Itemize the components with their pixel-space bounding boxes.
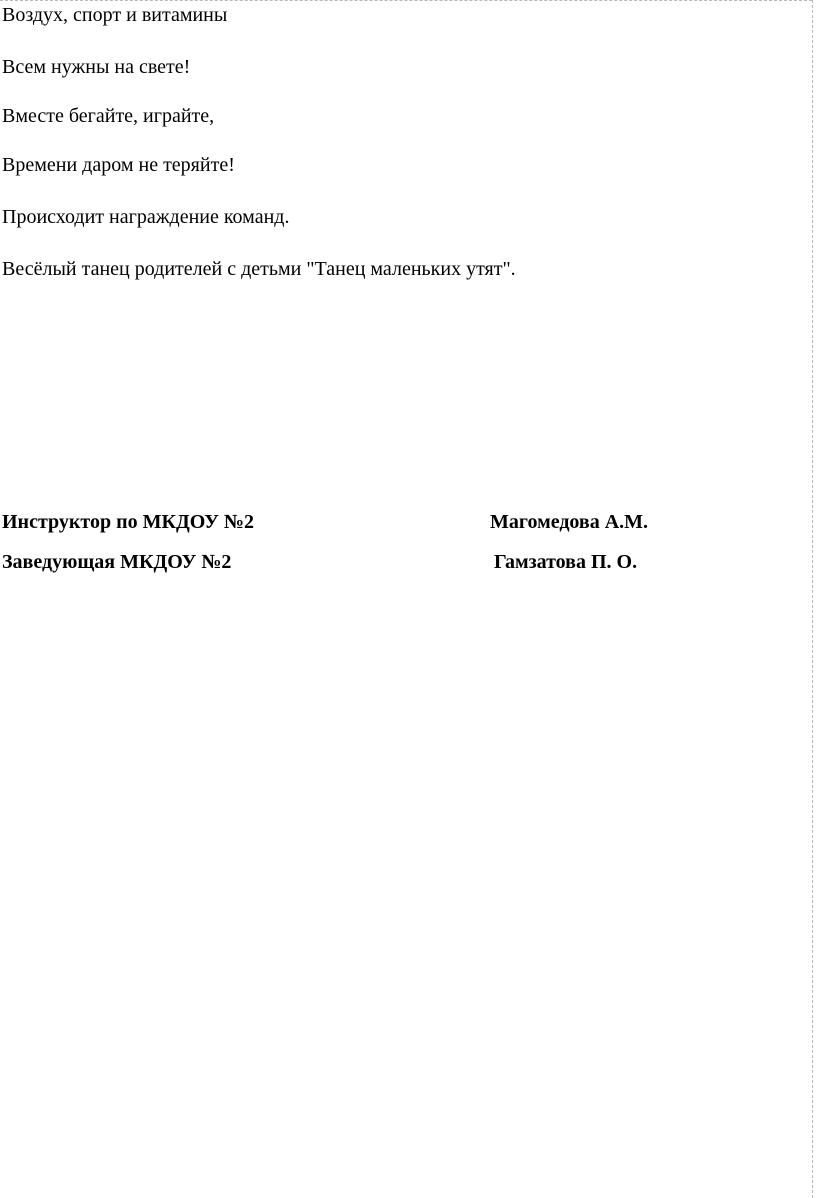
page-border-top <box>0 0 812 1</box>
signature-name: Магомедова А.М. <box>490 511 649 533</box>
signature-role: Заведующая МКДОУ №2 <box>2 551 232 573</box>
text-line-3: Вместе бегайте, играйте, <box>2 105 215 127</box>
signature-role: Инструктор по МКДОУ №2 <box>2 511 254 533</box>
text-line-4: Времени даром не теряйте! <box>2 154 235 176</box>
text-line-5: Происходит награждение команд. <box>2 206 290 228</box>
text-line-6: Весёлый танец родителей с детьми "Танец маленьких утят". <box>2 258 516 280</box>
text-line-1: Воздух, спорт и витамины <box>2 4 228 26</box>
signature-name: Гамзатова П. О. <box>494 551 638 573</box>
page-border-right <box>812 0 813 1198</box>
text-line-2: Всем нужны на свете! <box>2 56 191 78</box>
